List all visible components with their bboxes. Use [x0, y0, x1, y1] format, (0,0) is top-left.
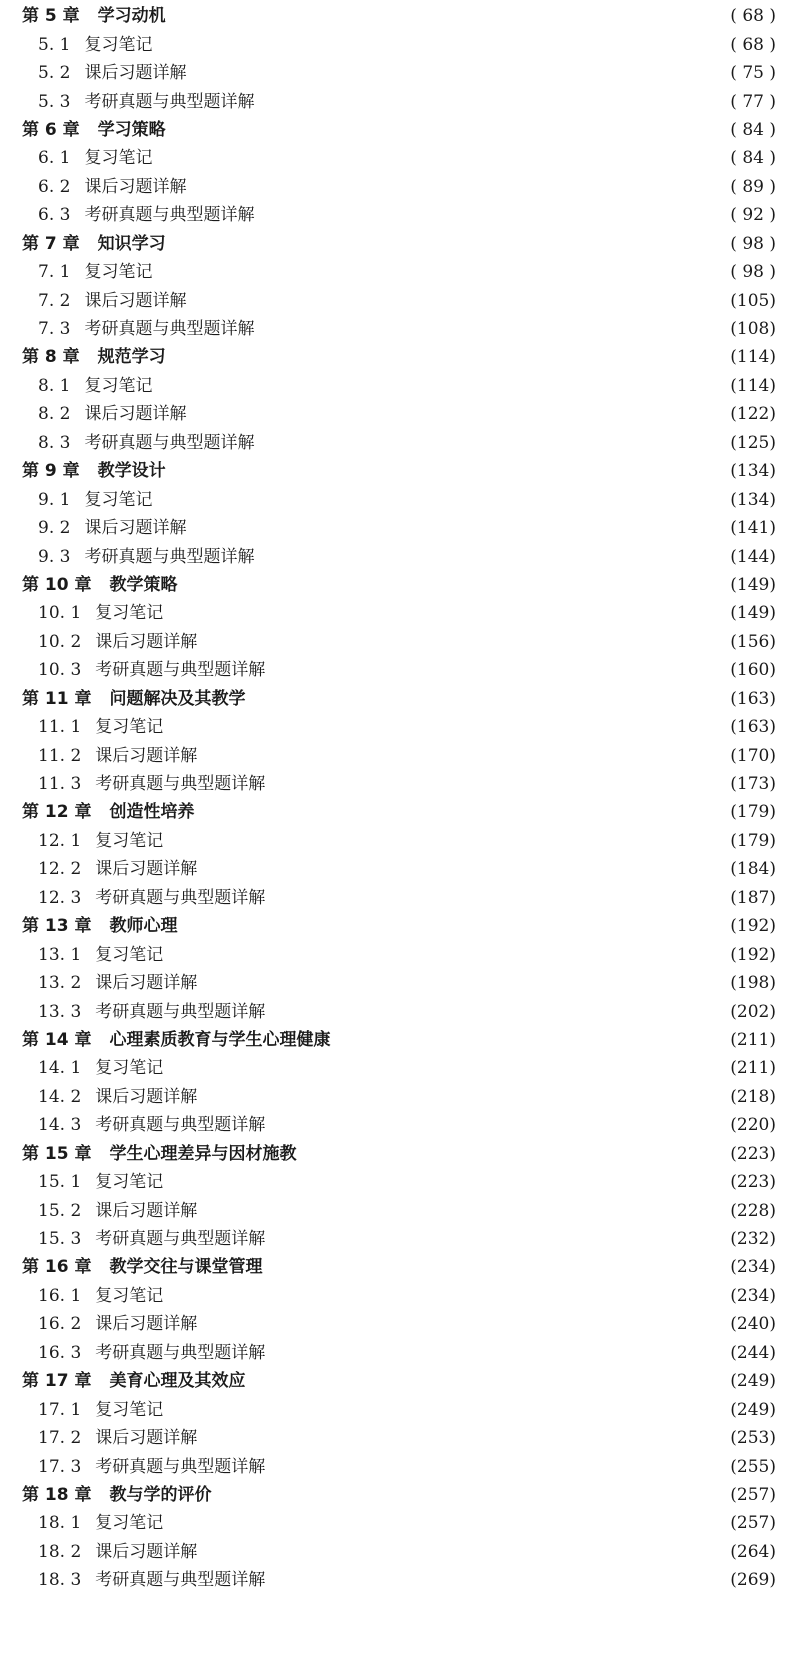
toc-chapter-entry[interactable] [0, 1481, 790, 1509]
toc-section-entry[interactable] [0, 485, 790, 513]
dot-leader [169, 713, 718, 741]
page-number: (163) [730, 688, 776, 709]
section-title: 课后习题详解 [84, 290, 187, 311]
section-title: 课后习题详解 [95, 859, 198, 880]
dot-leader [260, 429, 718, 457]
toc-section-entry[interactable] [0, 1225, 790, 1253]
toc-section-entry[interactable] [0, 59, 790, 87]
dot-leader [169, 1054, 718, 1082]
page-number: (179) [730, 802, 776, 823]
dot-leader [192, 287, 718, 315]
chapter-number: 第 6 章 [22, 119, 80, 140]
toc-section-entry[interactable] [0, 542, 790, 570]
toc-section-entry[interactable] [0, 1339, 790, 1367]
section-title: 复习笔记 [84, 262, 153, 283]
section-title: 课后习题详解 [95, 745, 198, 766]
chapter-number: 第 17 章 [22, 1371, 92, 1392]
chapter-title: 学生心理差异与因材施教 [109, 1143, 297, 1164]
toc-chapter-entry[interactable] [0, 2, 790, 30]
dot-leader [169, 941, 718, 969]
toc-chapter-entry[interactable] [0, 912, 790, 940]
section-title: 复习笔记 [84, 34, 153, 55]
section-number: 5. 1 [38, 34, 71, 55]
toc-section-entry[interactable] [0, 770, 790, 798]
page-number: (134) [730, 489, 776, 510]
dot-leader [169, 1282, 718, 1310]
section-number: 17. 2 [38, 1428, 82, 1449]
section-title: 考研真题与典型题详解 [95, 1570, 266, 1591]
section-number: 12. 3 [38, 887, 82, 908]
chapter-title: 教学交往与课堂管理 [109, 1257, 263, 1278]
toc-section-entry[interactable] [0, 599, 790, 627]
section-number: 5. 2 [38, 63, 71, 84]
page-number: (234) [730, 1257, 776, 1278]
section-number: 11. 2 [38, 745, 82, 766]
section-title: 课后习题详解 [84, 518, 187, 539]
toc-section-entry[interactable] [0, 30, 790, 58]
chapter-number: 第 8 章 [22, 347, 80, 368]
toc-chapter-entry[interactable] [0, 1367, 790, 1395]
dot-leader [184, 571, 719, 599]
dot-leader [260, 201, 718, 229]
chapter-title: 规范学习 [97, 347, 166, 368]
page-number: (220) [730, 1115, 776, 1136]
section-title: 课后习题详解 [95, 1314, 198, 1335]
section-title: 考研真题与典型题详解 [95, 1342, 266, 1363]
section-title: 复习笔记 [95, 1172, 164, 1193]
toc-section-entry[interactable] [0, 315, 790, 343]
chapter-number: 第 5 章 [22, 6, 80, 27]
dot-leader [271, 1111, 718, 1139]
section-title: 考研真题与典型题详解 [95, 1001, 266, 1022]
toc-section-entry[interactable] [0, 173, 790, 201]
dot-leader [271, 1339, 718, 1367]
dot-leader [192, 400, 718, 428]
chapter-number: 第 9 章 [22, 461, 80, 482]
section-number: 8. 3 [38, 432, 71, 453]
chapter-number: 第 11 章 [22, 688, 92, 709]
page-number: (211) [730, 1029, 776, 1050]
chapter-number: 第 16 章 [22, 1257, 92, 1278]
section-title: 考研真题与典型题详解 [95, 1229, 266, 1250]
section-number: 12. 1 [38, 830, 82, 851]
page-number: (257) [730, 1484, 776, 1505]
dot-leader [172, 2, 718, 30]
dot-leader [303, 1140, 719, 1168]
chapter-title: 问题解决及其教学 [109, 688, 246, 709]
chapter-number: 第 12 章 [22, 802, 92, 823]
section-number: 15. 3 [38, 1229, 82, 1250]
page-number: (198) [730, 973, 776, 994]
toc-section-entry[interactable] [0, 258, 790, 286]
section-title: 考研真题与典型题详解 [84, 205, 255, 226]
chapter-title: 学习动机 [97, 6, 166, 27]
section-title: 课后习题详解 [95, 631, 198, 652]
section-title: 复习笔记 [95, 830, 164, 851]
section-title: 考研真题与典型题详解 [84, 546, 255, 567]
section-number: 13. 1 [38, 944, 82, 965]
dot-leader [218, 1481, 719, 1509]
page-number: (192) [730, 916, 776, 937]
dot-leader [172, 457, 718, 485]
section-title: 考研真题与典型题详解 [95, 887, 266, 908]
page-number: (249) [730, 1399, 776, 1420]
dot-leader [172, 230, 718, 258]
toc-section-entry[interactable] [0, 1424, 790, 1452]
section-number: 8. 2 [38, 404, 71, 425]
section-title: 课后习题详解 [95, 1086, 198, 1107]
toc-section-entry[interactable] [0, 997, 790, 1025]
dot-leader [184, 912, 719, 940]
toc-chapter-entry[interactable] [0, 571, 790, 599]
section-title: 考研真题与典型题详解 [95, 774, 266, 795]
toc-chapter-entry[interactable] [0, 230, 790, 258]
dot-leader [169, 1168, 718, 1196]
section-number: 8. 1 [38, 375, 71, 396]
page-number: (134) [730, 461, 776, 482]
section-number: 12. 2 [38, 859, 82, 880]
toc-section-entry[interactable] [0, 87, 790, 115]
dot-leader [158, 486, 718, 514]
dot-leader [271, 656, 718, 684]
chapter-number: 第 13 章 [22, 916, 92, 937]
page-number: (184) [730, 859, 776, 880]
page-number: ( 84 ) [730, 119, 776, 140]
chapter-title: 美育心理及其效应 [109, 1371, 246, 1392]
toc-section-entry[interactable] [0, 286, 790, 314]
section-title: 考研真题与典型题详解 [84, 319, 255, 340]
section-title: 复习笔记 [95, 603, 164, 624]
dot-leader [192, 173, 718, 201]
dot-leader [203, 1538, 718, 1566]
page-number: (253) [730, 1428, 776, 1449]
page-number: (255) [730, 1456, 776, 1477]
page-number: ( 89 ) [730, 176, 776, 197]
page-number: ( 92 ) [730, 205, 776, 226]
page-number: (223) [730, 1143, 776, 1164]
toc-section-entry[interactable] [0, 827, 790, 855]
page-number: (122) [730, 404, 776, 425]
dot-leader [203, 1310, 718, 1338]
page-number: (149) [730, 574, 776, 595]
section-title: 复习笔记 [95, 1513, 164, 1534]
page-number: (218) [730, 1086, 776, 1107]
dot-leader [158, 144, 718, 172]
dot-leader [271, 1566, 718, 1594]
toc-chapter-entry[interactable] [0, 116, 790, 144]
section-title: 复习笔记 [84, 148, 153, 169]
chapter-number: 第 7 章 [22, 233, 80, 254]
toc-section-entry[interactable] [0, 713, 790, 741]
dot-leader [169, 827, 718, 855]
toc-chapter-entry[interactable] [0, 1253, 790, 1281]
section-title: 课后习题详解 [84, 63, 187, 84]
section-number: 7. 3 [38, 319, 71, 340]
page-number: (192) [730, 944, 776, 965]
toc-chapter-entry[interactable] [0, 457, 790, 485]
dot-leader [203, 742, 718, 770]
section-number: 15. 1 [38, 1172, 82, 1193]
dot-leader [172, 343, 718, 371]
chapter-number: 第 14 章 [22, 1029, 92, 1050]
toc-section-entry[interactable] [0, 1395, 790, 1423]
toc-section-entry[interactable] [0, 1054, 790, 1082]
toc-section-entry[interactable] [0, 1566, 790, 1594]
section-number: 9. 3 [38, 546, 71, 567]
toc-section-entry[interactable] [0, 1282, 790, 1310]
dot-leader [201, 798, 719, 826]
toc-section-entry[interactable] [0, 855, 790, 883]
page-number: (269) [730, 1570, 776, 1591]
page-number: (108) [730, 319, 776, 340]
section-number: 18. 1 [38, 1513, 82, 1534]
dot-leader [169, 1509, 718, 1537]
toc-section-entry[interactable] [0, 144, 790, 172]
dot-leader [158, 31, 718, 59]
toc-chapter-entry[interactable] [0, 1026, 790, 1054]
toc-section-entry[interactable] [0, 884, 790, 912]
page-number: (149) [730, 603, 776, 624]
section-title: 考研真题与典型题详解 [84, 432, 255, 453]
page-number: (144) [730, 546, 776, 567]
section-number: 18. 2 [38, 1541, 82, 1562]
page-number: (249) [730, 1371, 776, 1392]
page-number: (179) [730, 830, 776, 851]
section-number: 9. 2 [38, 518, 71, 539]
page-number: ( 98 ) [730, 233, 776, 254]
page-number: (234) [730, 1285, 776, 1306]
page-number: ( 98 ) [730, 262, 776, 283]
page-number: (240) [730, 1314, 776, 1335]
dot-leader [172, 116, 718, 144]
toc-section-entry[interactable] [0, 1310, 790, 1338]
toc-section-entry[interactable] [0, 656, 790, 684]
toc-section-entry[interactable] [0, 741, 790, 769]
chapter-title: 教师心理 [109, 916, 178, 937]
page-number: ( 77 ) [730, 91, 776, 112]
dot-leader [271, 998, 718, 1026]
section-number: 16. 2 [38, 1314, 82, 1335]
chapter-number: 第 10 章 [22, 574, 92, 595]
toc-section-entry[interactable] [0, 1111, 790, 1139]
page-number: (187) [730, 887, 776, 908]
section-number: 14. 3 [38, 1115, 82, 1136]
dot-leader [337, 1026, 719, 1054]
toc-section-entry[interactable] [0, 372, 790, 400]
page-number: (202) [730, 1001, 776, 1022]
section-number: 13. 2 [38, 973, 82, 994]
toc-section-entry[interactable] [0, 1452, 790, 1480]
section-title: 复习笔记 [84, 375, 153, 396]
chapter-title: 创造性培养 [109, 802, 195, 823]
section-number: 6. 3 [38, 205, 71, 226]
dot-leader [260, 315, 718, 343]
page-number: (114) [730, 375, 776, 396]
chapter-title: 教学策略 [109, 574, 178, 595]
dot-leader [158, 258, 718, 286]
section-number: 10. 2 [38, 631, 82, 652]
section-number: 11. 3 [38, 774, 82, 795]
page-number: ( 68 ) [730, 34, 776, 55]
page-number: (163) [730, 717, 776, 738]
section-title: 考研真题与典型题详解 [95, 660, 266, 681]
page-number: ( 68 ) [730, 6, 776, 27]
toc-chapter-entry[interactable] [0, 1140, 790, 1168]
dot-leader [158, 372, 718, 400]
section-number: 10. 3 [38, 660, 82, 681]
toc-chapter-entry[interactable] [0, 343, 790, 371]
section-number: 7. 1 [38, 262, 71, 283]
page-number: (232) [730, 1229, 776, 1250]
dot-leader [271, 1225, 718, 1253]
toc-section-entry[interactable] [0, 429, 790, 457]
dot-leader [203, 628, 718, 656]
section-number: 14. 2 [38, 1086, 82, 1107]
section-title: 复习笔记 [95, 1399, 164, 1420]
section-title: 复习笔记 [95, 944, 164, 965]
page-number: (114) [730, 347, 776, 368]
section-title: 考研真题与典型题详解 [95, 1115, 266, 1136]
section-title: 课后习题详解 [95, 1541, 198, 1562]
dot-leader [271, 1453, 718, 1481]
toc-section-entry[interactable] [0, 1168, 790, 1196]
page-number: (156) [730, 631, 776, 652]
section-title: 课后习题详解 [95, 973, 198, 994]
section-number: 11. 1 [38, 717, 82, 738]
chapter-title: 教与学的评价 [109, 1484, 212, 1505]
section-number: 5. 3 [38, 91, 71, 112]
chapter-title: 学习策略 [97, 119, 166, 140]
page-number: (244) [730, 1342, 776, 1363]
section-number: 10. 1 [38, 603, 82, 624]
section-number: 17. 3 [38, 1456, 82, 1477]
dot-leader [269, 1253, 719, 1281]
toc-section-entry[interactable] [0, 1509, 790, 1537]
dot-leader [169, 1396, 718, 1424]
section-number: 7. 2 [38, 290, 71, 311]
page-number: (173) [730, 774, 776, 795]
dot-leader [252, 1367, 719, 1395]
dot-leader [271, 884, 718, 912]
section-title: 复习笔记 [95, 1285, 164, 1306]
dot-leader [260, 88, 718, 116]
chapter-title: 心理素质教育与学生心理健康 [109, 1029, 331, 1050]
dot-leader [169, 599, 718, 627]
section-number: 14. 1 [38, 1058, 82, 1079]
dot-leader [192, 59, 718, 87]
page-number: ( 84 ) [730, 148, 776, 169]
section-number: 16. 3 [38, 1342, 82, 1363]
toc-section-entry[interactable] [0, 514, 790, 542]
section-number: 18. 3 [38, 1570, 82, 1591]
section-number: 9. 1 [38, 489, 71, 510]
page-number: (228) [730, 1200, 776, 1221]
page-number: (211) [730, 1058, 776, 1079]
section-title: 考研真题与典型题详解 [84, 91, 255, 112]
dot-leader [192, 514, 718, 542]
toc-chapter-entry[interactable] [0, 685, 790, 713]
section-number: 17. 1 [38, 1399, 82, 1420]
section-title: 课后习题详解 [95, 1200, 198, 1221]
section-number: 16. 1 [38, 1285, 82, 1306]
dot-leader [260, 543, 718, 571]
chapter-title: 知识学习 [97, 233, 166, 254]
toc-section-entry[interactable] [0, 628, 790, 656]
chapter-number: 第 18 章 [22, 1484, 92, 1505]
page-number: (141) [730, 518, 776, 539]
section-number: 13. 3 [38, 1001, 82, 1022]
section-title: 复习笔记 [95, 717, 164, 738]
page-number: (170) [730, 745, 776, 766]
section-title: 复习笔记 [95, 1058, 164, 1079]
dot-leader [203, 1424, 718, 1452]
page-number: (125) [730, 432, 776, 453]
page-number: (160) [730, 660, 776, 681]
page-number: ( 75 ) [730, 63, 776, 84]
section-number: 6. 2 [38, 176, 71, 197]
toc-section-entry[interactable] [0, 969, 790, 997]
toc-chapter-entry[interactable] [0, 798, 790, 826]
page-number: (264) [730, 1541, 776, 1562]
toc-section-entry[interactable] [0, 400, 790, 428]
toc-section-entry[interactable] [0, 1196, 790, 1224]
toc-section-entry[interactable] [0, 1083, 790, 1111]
chapter-number: 第 15 章 [22, 1143, 92, 1164]
dot-leader [271, 770, 718, 798]
chapter-title: 教学设计 [97, 461, 166, 482]
dot-leader [203, 1083, 718, 1111]
dot-leader [252, 685, 719, 713]
section-number: 6. 1 [38, 148, 71, 169]
dot-leader [203, 1197, 718, 1225]
section-number: 15. 2 [38, 1200, 82, 1221]
section-title: 课后习题详解 [95, 1428, 198, 1449]
dot-leader [203, 969, 718, 997]
section-title: 课后习题详解 [84, 404, 187, 425]
toc-section-entry[interactable] [0, 201, 790, 229]
toc-section-entry[interactable] [0, 940, 790, 968]
section-title: 考研真题与典型题详解 [95, 1456, 266, 1477]
page-number: (105) [730, 290, 776, 311]
dot-leader [203, 855, 718, 883]
toc-section-entry[interactable] [0, 1538, 790, 1566]
page-number: (223) [730, 1172, 776, 1193]
page-number: (257) [730, 1513, 776, 1534]
section-title: 课后习题详解 [84, 176, 187, 197]
section-title: 复习笔记 [84, 489, 153, 510]
